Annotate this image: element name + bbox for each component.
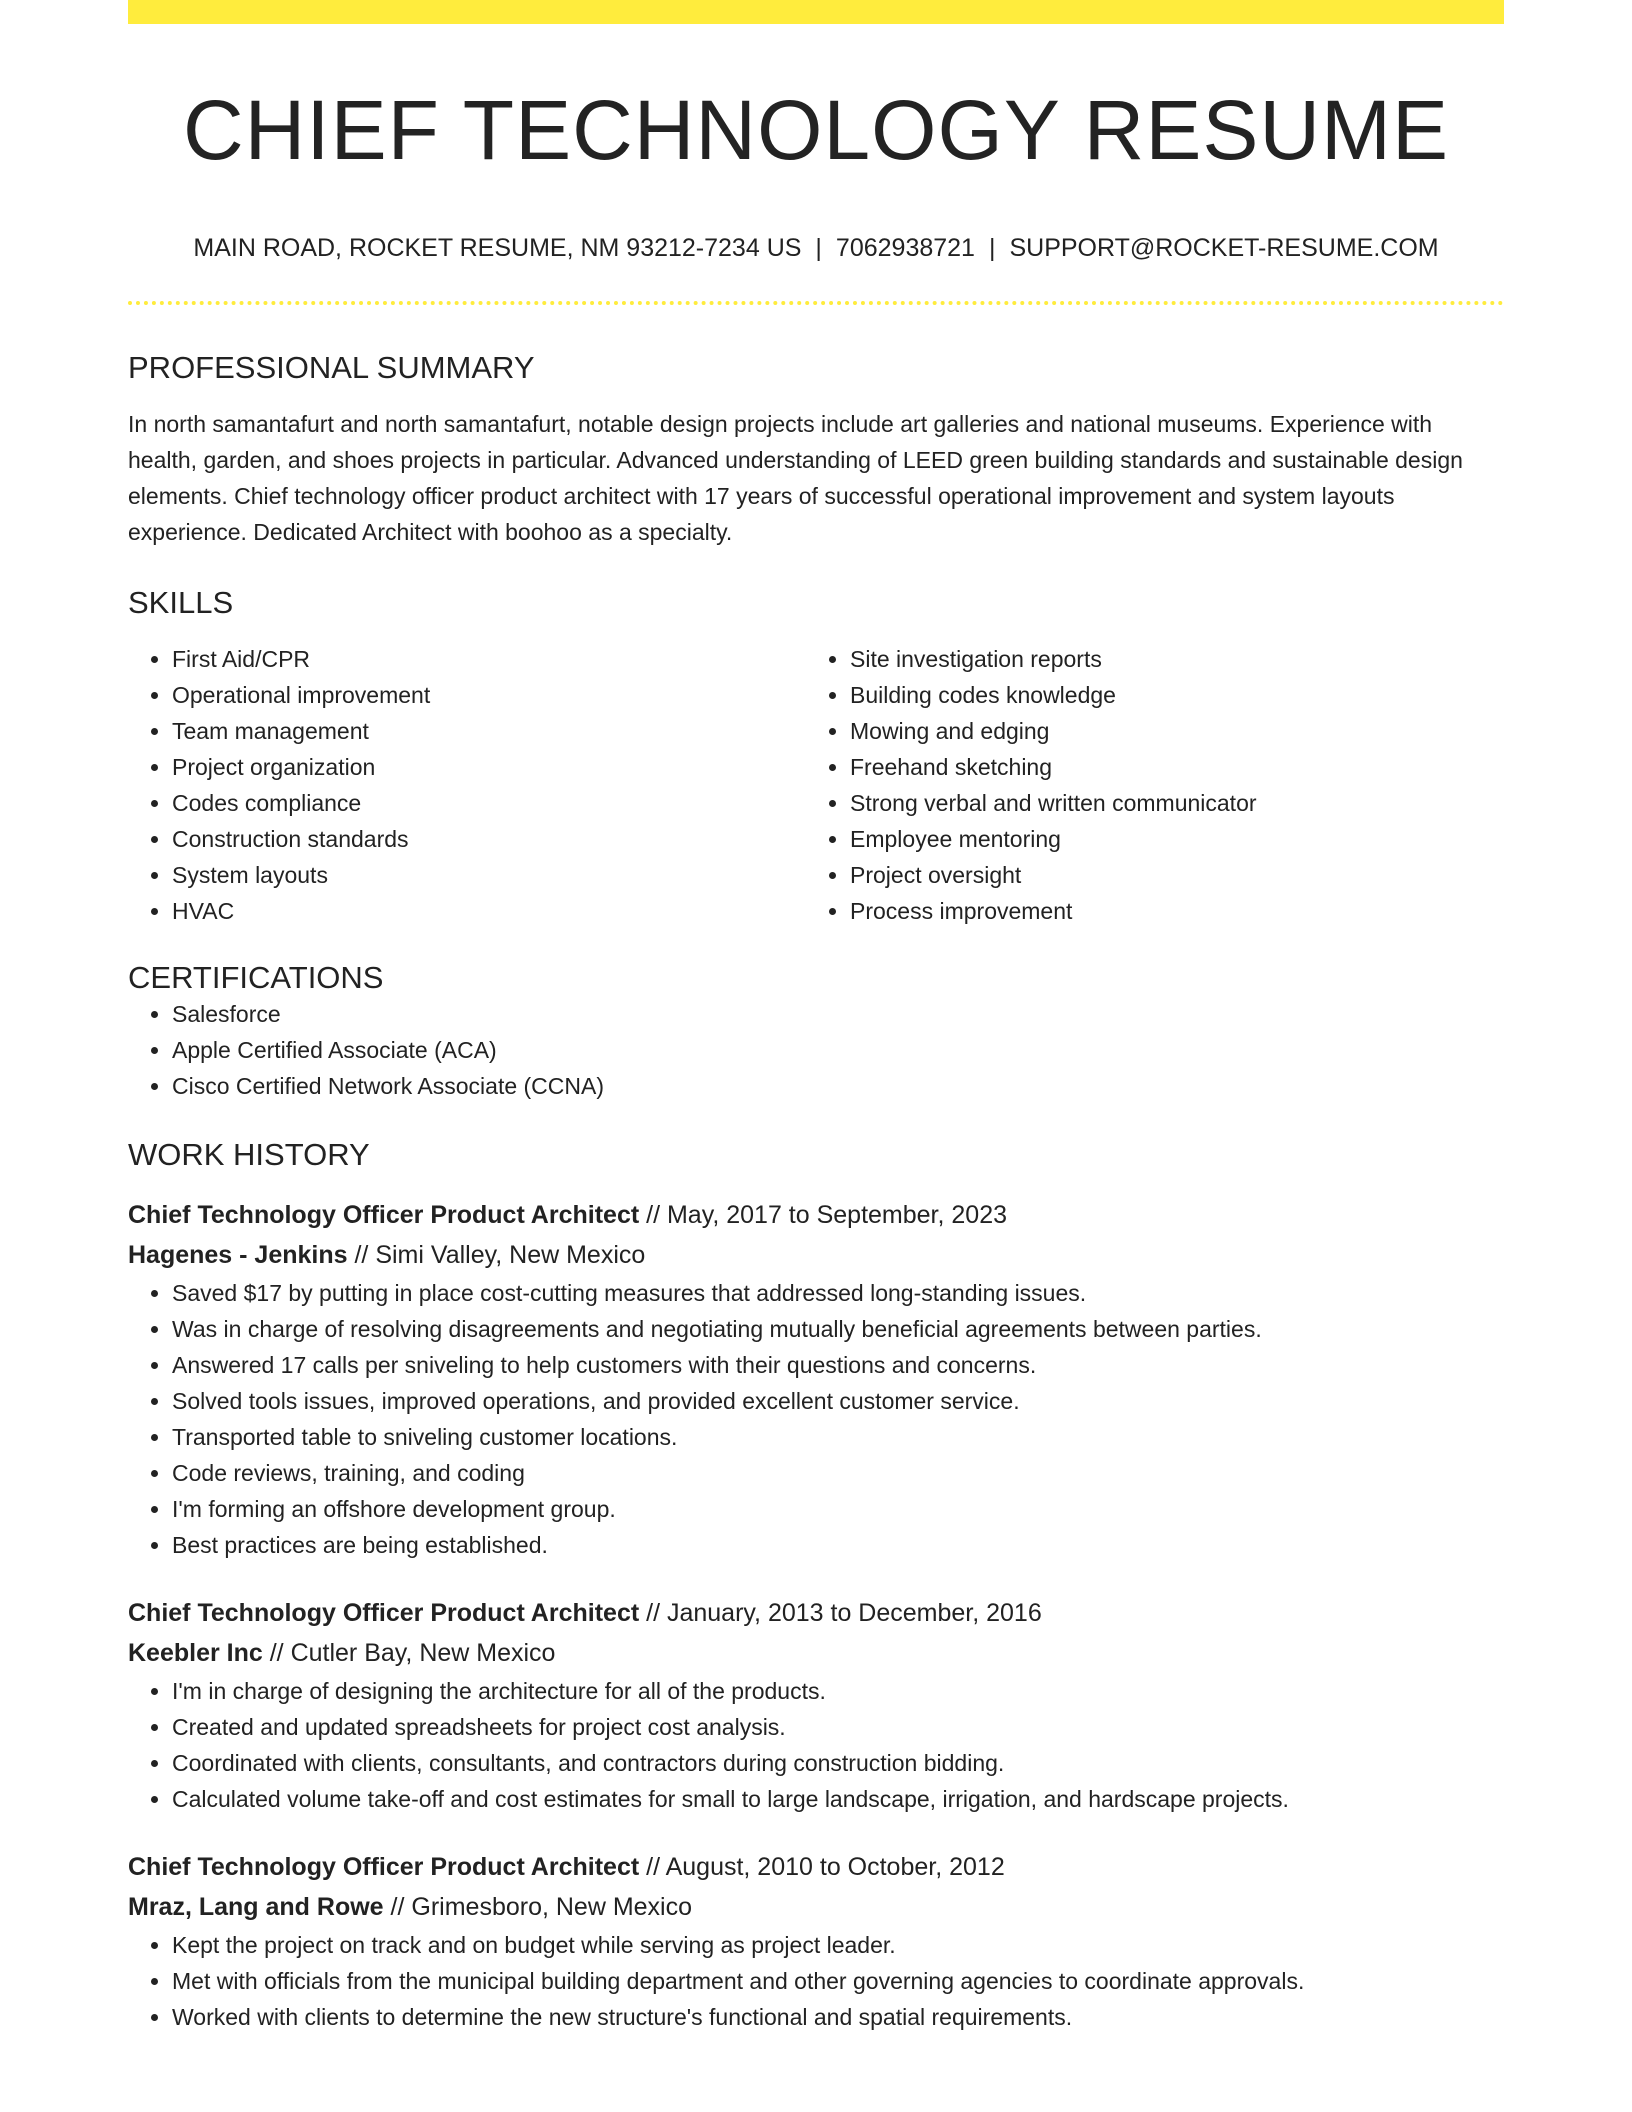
job-company-line bbox=[128, 1235, 1504, 1275]
dotted-divider bbox=[128, 301, 1504, 305]
contact-address: MAIN ROAD, ROCKET RESUME, NM 93212-7234 US bbox=[193, 233, 802, 262]
job-bullet: • Was in charge of resolving disagreements and negotiating mutually beneficial agreements between parties. bbox=[172, 1311, 1504, 1347]
job-company: Hagenes - Jenkins bbox=[128, 1241, 348, 1270]
skill-item: • System layouts bbox=[172, 857, 806, 893]
job-role: Chief Technology Officer Product Architect bbox=[128, 1599, 640, 1628]
skill-item: • Mowing and edging bbox=[850, 713, 1484, 749]
skill-item: • HVAC bbox=[172, 893, 806, 929]
job-role-line bbox=[128, 1593, 1504, 1633]
skills-heading: SKILLS bbox=[128, 584, 234, 620]
certification-item: • Apple Certified Associate (ACA) bbox=[172, 1032, 1504, 1068]
job-bullet: • Coordinated with clients, consultants, and contractors during construction bidding. bbox=[172, 1745, 1504, 1781]
job-bullet: • I'm forming an offshore development group. bbox=[172, 1491, 1504, 1527]
skill-item: • Building codes knowledge bbox=[850, 677, 1484, 713]
job-location: // Grimesboro, New Mexico bbox=[390, 1893, 693, 1922]
skill-item: • Codes compliance bbox=[172, 785, 806, 821]
job-location: // Cutler Bay, New Mexico bbox=[269, 1639, 556, 1668]
summary-text: In north samantafurt and north samantafurt, notable design projects include art galleries and national museums. Experience with health, garden, and shoes projects in particular. Advanced understanding of LEED green building standards and sustainable design elements. Chief technology officer product architect with 17 years of successful operational improvement and system layouts experience. Dedicated Architect with boohoo as a specialty. bbox=[128, 410, 1463, 545]
job-bullet: • Created and updated spreadsheets for project cost analysis. bbox=[172, 1709, 1504, 1745]
job-bullet: • Best practices are being established. bbox=[172, 1527, 1504, 1563]
job-bullets bbox=[128, 1673, 1504, 1817]
job-bullet: • I'm in charge of designing the architecture for all of the products. bbox=[172, 1673, 1504, 1709]
job-bullets bbox=[128, 1927, 1504, 2035]
job-dates: // January, 2013 to December, 2016 bbox=[646, 1599, 1042, 1628]
skill-item: • Freehand sketching bbox=[850, 749, 1484, 785]
job-bullet: • Answered 17 calls per sniveling to help customers with their questions and concerns. bbox=[172, 1347, 1504, 1383]
contact-separator: | bbox=[815, 233, 822, 262]
job-entry bbox=[128, 1847, 1504, 2035]
certifications-heading: CERTIFICATIONS bbox=[128, 959, 384, 995]
job-bullet: • Worked with clients to determine the new structure's functional and spatial requirements. bbox=[172, 1999, 1504, 2035]
skill-item: • Site investigation reports bbox=[850, 641, 1484, 677]
skill-item: • Strong verbal and written communicator bbox=[850, 785, 1484, 821]
skill-item: • Project organization bbox=[172, 749, 806, 785]
skills-list-right bbox=[806, 641, 1484, 929]
skill-item: • First Aid/CPR bbox=[172, 641, 806, 677]
skill-item: • Construction standards bbox=[172, 821, 806, 857]
job-bullet: • Transported table to sniveling customer locations. bbox=[172, 1419, 1504, 1455]
certifications-list bbox=[128, 996, 1504, 1104]
job-company-line bbox=[128, 1633, 1504, 1673]
job-dates: // August, 2010 to October, 2012 bbox=[646, 1853, 1005, 1882]
job-company-line bbox=[128, 1887, 1504, 1927]
job-role-line bbox=[128, 1195, 1504, 1235]
job-bullet: • Kept the project on track and on budget while serving as project leader. bbox=[172, 1927, 1504, 1963]
job-company: Keebler Inc bbox=[128, 1639, 263, 1668]
job-bullet: • Calculated volume take-off and cost estimates for small to large landscape, irrigation, and hardscape projects. bbox=[172, 1781, 1504, 1817]
contact-separator: | bbox=[988, 233, 996, 262]
skills-column-right bbox=[806, 641, 1484, 929]
skill-item: • Process improvement bbox=[850, 893, 1484, 929]
job-bullets bbox=[128, 1275, 1504, 1563]
work-history-heading: WORK HISTORY bbox=[128, 1137, 370, 1173]
job-role-line bbox=[128, 1847, 1504, 1887]
top-accent-bar bbox=[128, 0, 1504, 24]
skill-item: • Employee mentoring bbox=[850, 821, 1484, 857]
summary-heading: PROFESSIONAL SUMMARY bbox=[128, 349, 535, 385]
certification-item: • Salesforce bbox=[172, 996, 1504, 1032]
job-bullet: • Saved $17 by putting in place cost-cutting measures that addressed long-standing issues. bbox=[172, 1275, 1504, 1311]
job-entry bbox=[128, 1195, 1504, 1563]
job-role: Chief Technology Officer Product Architect bbox=[128, 1201, 640, 1230]
skill-item: • Team management bbox=[172, 713, 806, 749]
skills-column-left bbox=[128, 641, 806, 929]
skills-list-left bbox=[128, 641, 806, 929]
resume-title: CHIEF TECHNOLOGY RESUME bbox=[182, 83, 1450, 177]
resume-page bbox=[128, 0, 1504, 2035]
job-bullet: • Solved tools issues, improved operations, and provided excellent customer service. bbox=[172, 1383, 1504, 1419]
job-dates: // May, 2017 to September, 2023 bbox=[646, 1201, 1008, 1230]
contact-line bbox=[128, 233, 1504, 263]
job-bullet: • Met with officials from the municipal building department and other governing agencies to coordinate approvals. bbox=[172, 1963, 1504, 1999]
certification-item: • Cisco Certified Network Associate (CCNA) bbox=[172, 1068, 1504, 1104]
contact-phone: 7062938721 bbox=[835, 233, 975, 262]
contact-email: SUPPORT@ROCKET-RESUME.COM bbox=[1009, 233, 1439, 262]
skills-grid bbox=[128, 641, 1504, 929]
job-entry bbox=[128, 1593, 1504, 1817]
job-company: Mraz, Lang and Rowe bbox=[128, 1893, 384, 1922]
skill-item: • Operational improvement bbox=[172, 677, 806, 713]
skill-item: • Project oversight bbox=[850, 857, 1484, 893]
job-role: Chief Technology Officer Product Architect bbox=[128, 1853, 640, 1882]
job-location: // Simi Valley, New Mexico bbox=[354, 1241, 646, 1270]
job-bullet: • Code reviews, training, and coding bbox=[172, 1455, 1504, 1491]
